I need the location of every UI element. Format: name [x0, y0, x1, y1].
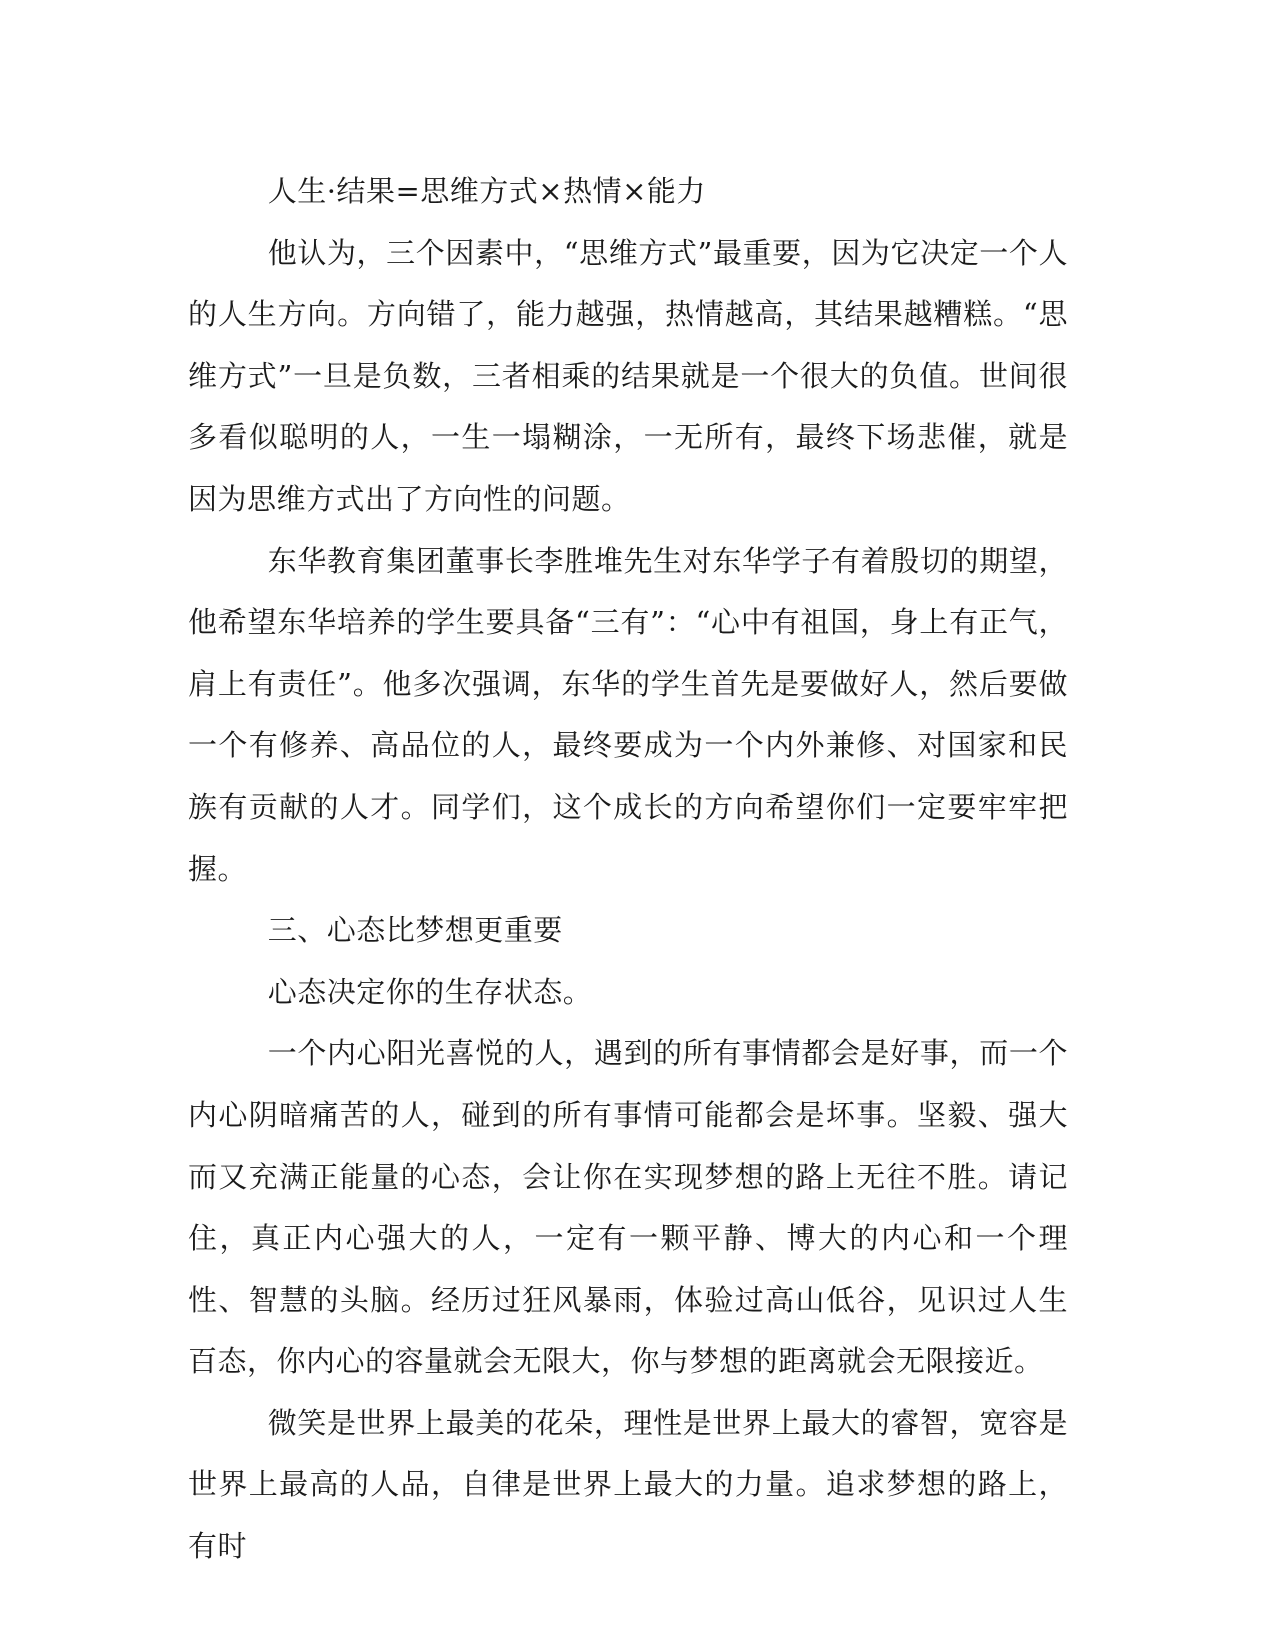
paragraph-mindset-intro: 心态决定你的生存状态。	[267, 974, 593, 1009]
paragraph-chairman-expectation: 东华教育集团董事长李胜堆先生对东华学子有着殷切的期望，他希望东华培养的学生要具备“三有”：“心中有祖国，身上有正气，肩上有责任”。他多次强调，东华的学生首先是要做好人，然后要做一个有修养、高品位的人，最终要成为一个内外兼修、对国家和民族有贡献的人才。同学们，这个成长的方向希望你们一定要牢牢把握。	[188, 543, 1068, 886]
paragraph-thinking-mode: 他认为，三个因素中，“思维方式”最重要，因为它决定一个人的人生方向。方向错了，能力越强，热情越高，其结果越糟糕。“思维方式”一旦是负数，三者相乘的结果就是一个很大的负值。世间很多看似聪明的人，一生一塌糊涂，一无所有，最终下场悲催，就是因为思维方式出了方向性的问题。	[188, 235, 1068, 516]
document-body	[188, 161, 1068, 1578]
section-heading-mindset: 三、心态比梦想更重要	[267, 913, 563, 948]
paragraph-inner-strength: 一个内心阳光喜悦的人，遇到的所有事情都会是好事，而一个内心阴暗痛苦的人，碰到的所有事情可能都会是坏事。坚毅、强大而又充满正能量的心态，会让你在实现梦想的路上无往不胜。请记住，真正内心强大的人，一定有一颗平静、博大的内心和一个理性、智慧的头脑。经历过狂风暴雨，体验过高山低谷，见识过人生百态，你内心的容量就会无限大，你与梦想的距离就会无限接近。	[188, 1036, 1068, 1379]
paragraph-smile: 微笑是世界上最美的花朵，理性是世界上最大的睿智，宽容是世界上最高的人品，自律是世界上最大的力量。追求梦想的路上，有时	[188, 1405, 1068, 1564]
paragraph-formula: 人生·结果=思维方式×热情×能力	[267, 174, 706, 208]
